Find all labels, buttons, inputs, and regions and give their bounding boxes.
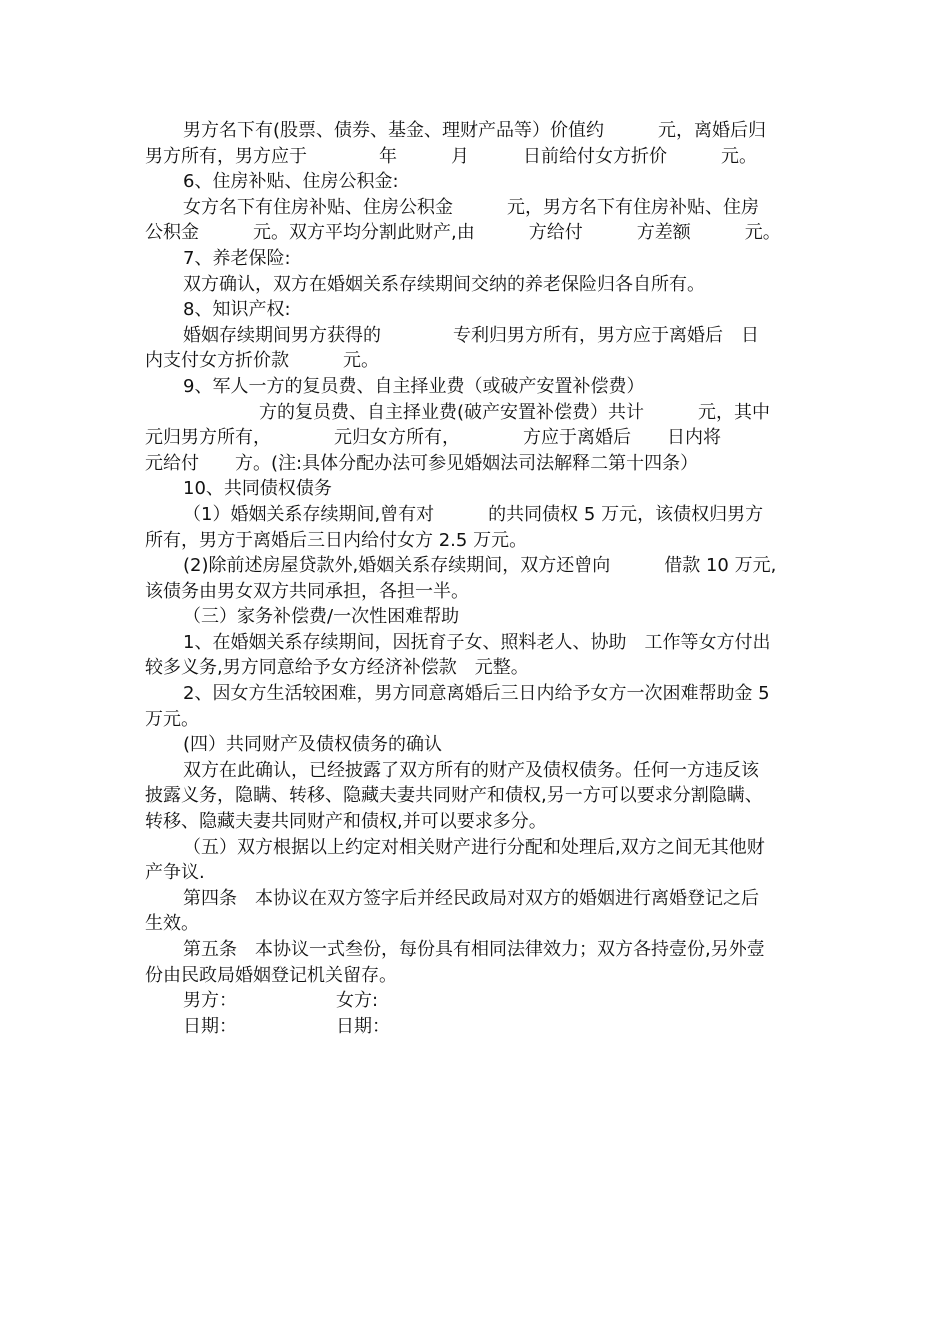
text-line: 第五条 本协议一式叁份，每份具有相同法律效力；双方各持壹份,另外壹 xyxy=(183,939,765,960)
text-line: 双方在此确认，已经披露了双方所有的财产及债权债务。任何一方违反该 xyxy=(183,759,759,781)
text-line: （三）家务补偿费/一次性困难帮助 xyxy=(183,606,460,628)
text-line: 披露义务，隐瞒、转移、隐藏夫妻共同财产和债权,另一方可以要求分割隐瞒、 xyxy=(145,785,763,807)
text-line: （1）婚姻关系存续期间,曾有对 的共同债权 5 万元，该债权归男方 xyxy=(183,503,764,525)
text-line: 9、军人一方的复员费、自主择业费（或破产安置补偿费） xyxy=(183,375,645,397)
text-line: 公积金 元。双方平均分割此财产,由 方给付 方差额 元。 xyxy=(145,222,781,244)
text-line: (2)除前述房屋贷款外,婚姻关系存续期间，双方还曾向 借款 10 万元, xyxy=(183,555,777,577)
text-line: 元归男方所有， 元归女方所有， 方应于离婚后 日内将 xyxy=(145,427,721,449)
text-line: 10、共同债权债务 xyxy=(183,478,332,500)
text-line: 转移、隐藏夫妻共同财产和债权,并可以要求多分。 xyxy=(145,811,547,833)
text-line: (四）共同财产及债权债务的确认 xyxy=(183,734,443,756)
text-line: 婚姻存续期间男方获得的 专利归男方所有，男方应于离婚后 日 xyxy=(183,324,759,346)
text-line: 生效。 xyxy=(145,913,199,935)
text-line: 第四条 本协议在双方签字后并经民政局对双方的婚姻进行离婚登记之后 xyxy=(183,887,759,909)
document-body xyxy=(145,118,807,1039)
text-line: 该债务由男女双方共同承担，各担一半。 xyxy=(145,580,469,602)
text-line: 份由民政局婚姻登记机关留存。 xyxy=(145,964,397,986)
text-line: 8、知识产权: xyxy=(183,299,291,321)
text-line: 女方名下有住房补贴、住房公积金 元，男方名下有住房补贴、住房 xyxy=(183,196,759,218)
text-line: 6、住房补贴、住房公积金: xyxy=(183,171,399,193)
text-line: 万元。 xyxy=(145,708,199,730)
text-line: 男方所有，男方应于 年 月 日前给付女方折价 元。 xyxy=(145,145,757,167)
text-line: 2、因女方生活较困难，男方同意离婚后三日内给予女方一次困难帮助金 5 xyxy=(183,683,770,705)
text-line: 元给付 方。(注:具体分配办法可参见婚姻法司法解释二第十四条） xyxy=(145,452,699,474)
text-line: 日期： 日期： xyxy=(183,1015,390,1037)
text-line: 1、在婚姻关系存续期间，因抚育子女、照料老人、协助 工作等女方付出 xyxy=(183,631,771,653)
text-line: （五）双方根据以上约定对相关财产进行分配和处理后,双方之间无其他财 xyxy=(183,836,765,858)
text-line: 7、养老保险: xyxy=(183,247,291,269)
text-line: 较多义务,男方同意给予女方经济补偿款 元整。 xyxy=(145,657,529,679)
text-line: 男方： 女方: xyxy=(183,990,379,1012)
text-line: 内支付女方折价款 元。 xyxy=(145,350,379,372)
text-line: 男方名下有(股票、债券、基金、理财产品等）价值约 元，离婚后归 xyxy=(183,120,767,141)
text-line: 所有，男方于离婚后三日内给付女方 2.5 万元。 xyxy=(145,529,528,551)
text-line: 方的复员费、自主择业费(破产安置补偿费）共计 元，其中 xyxy=(259,401,771,423)
text-line: 产争议. xyxy=(145,862,205,884)
text-line: 双方确认，双方在婚姻关系存续期间交纳的养老保险归各自所有。 xyxy=(183,273,705,295)
